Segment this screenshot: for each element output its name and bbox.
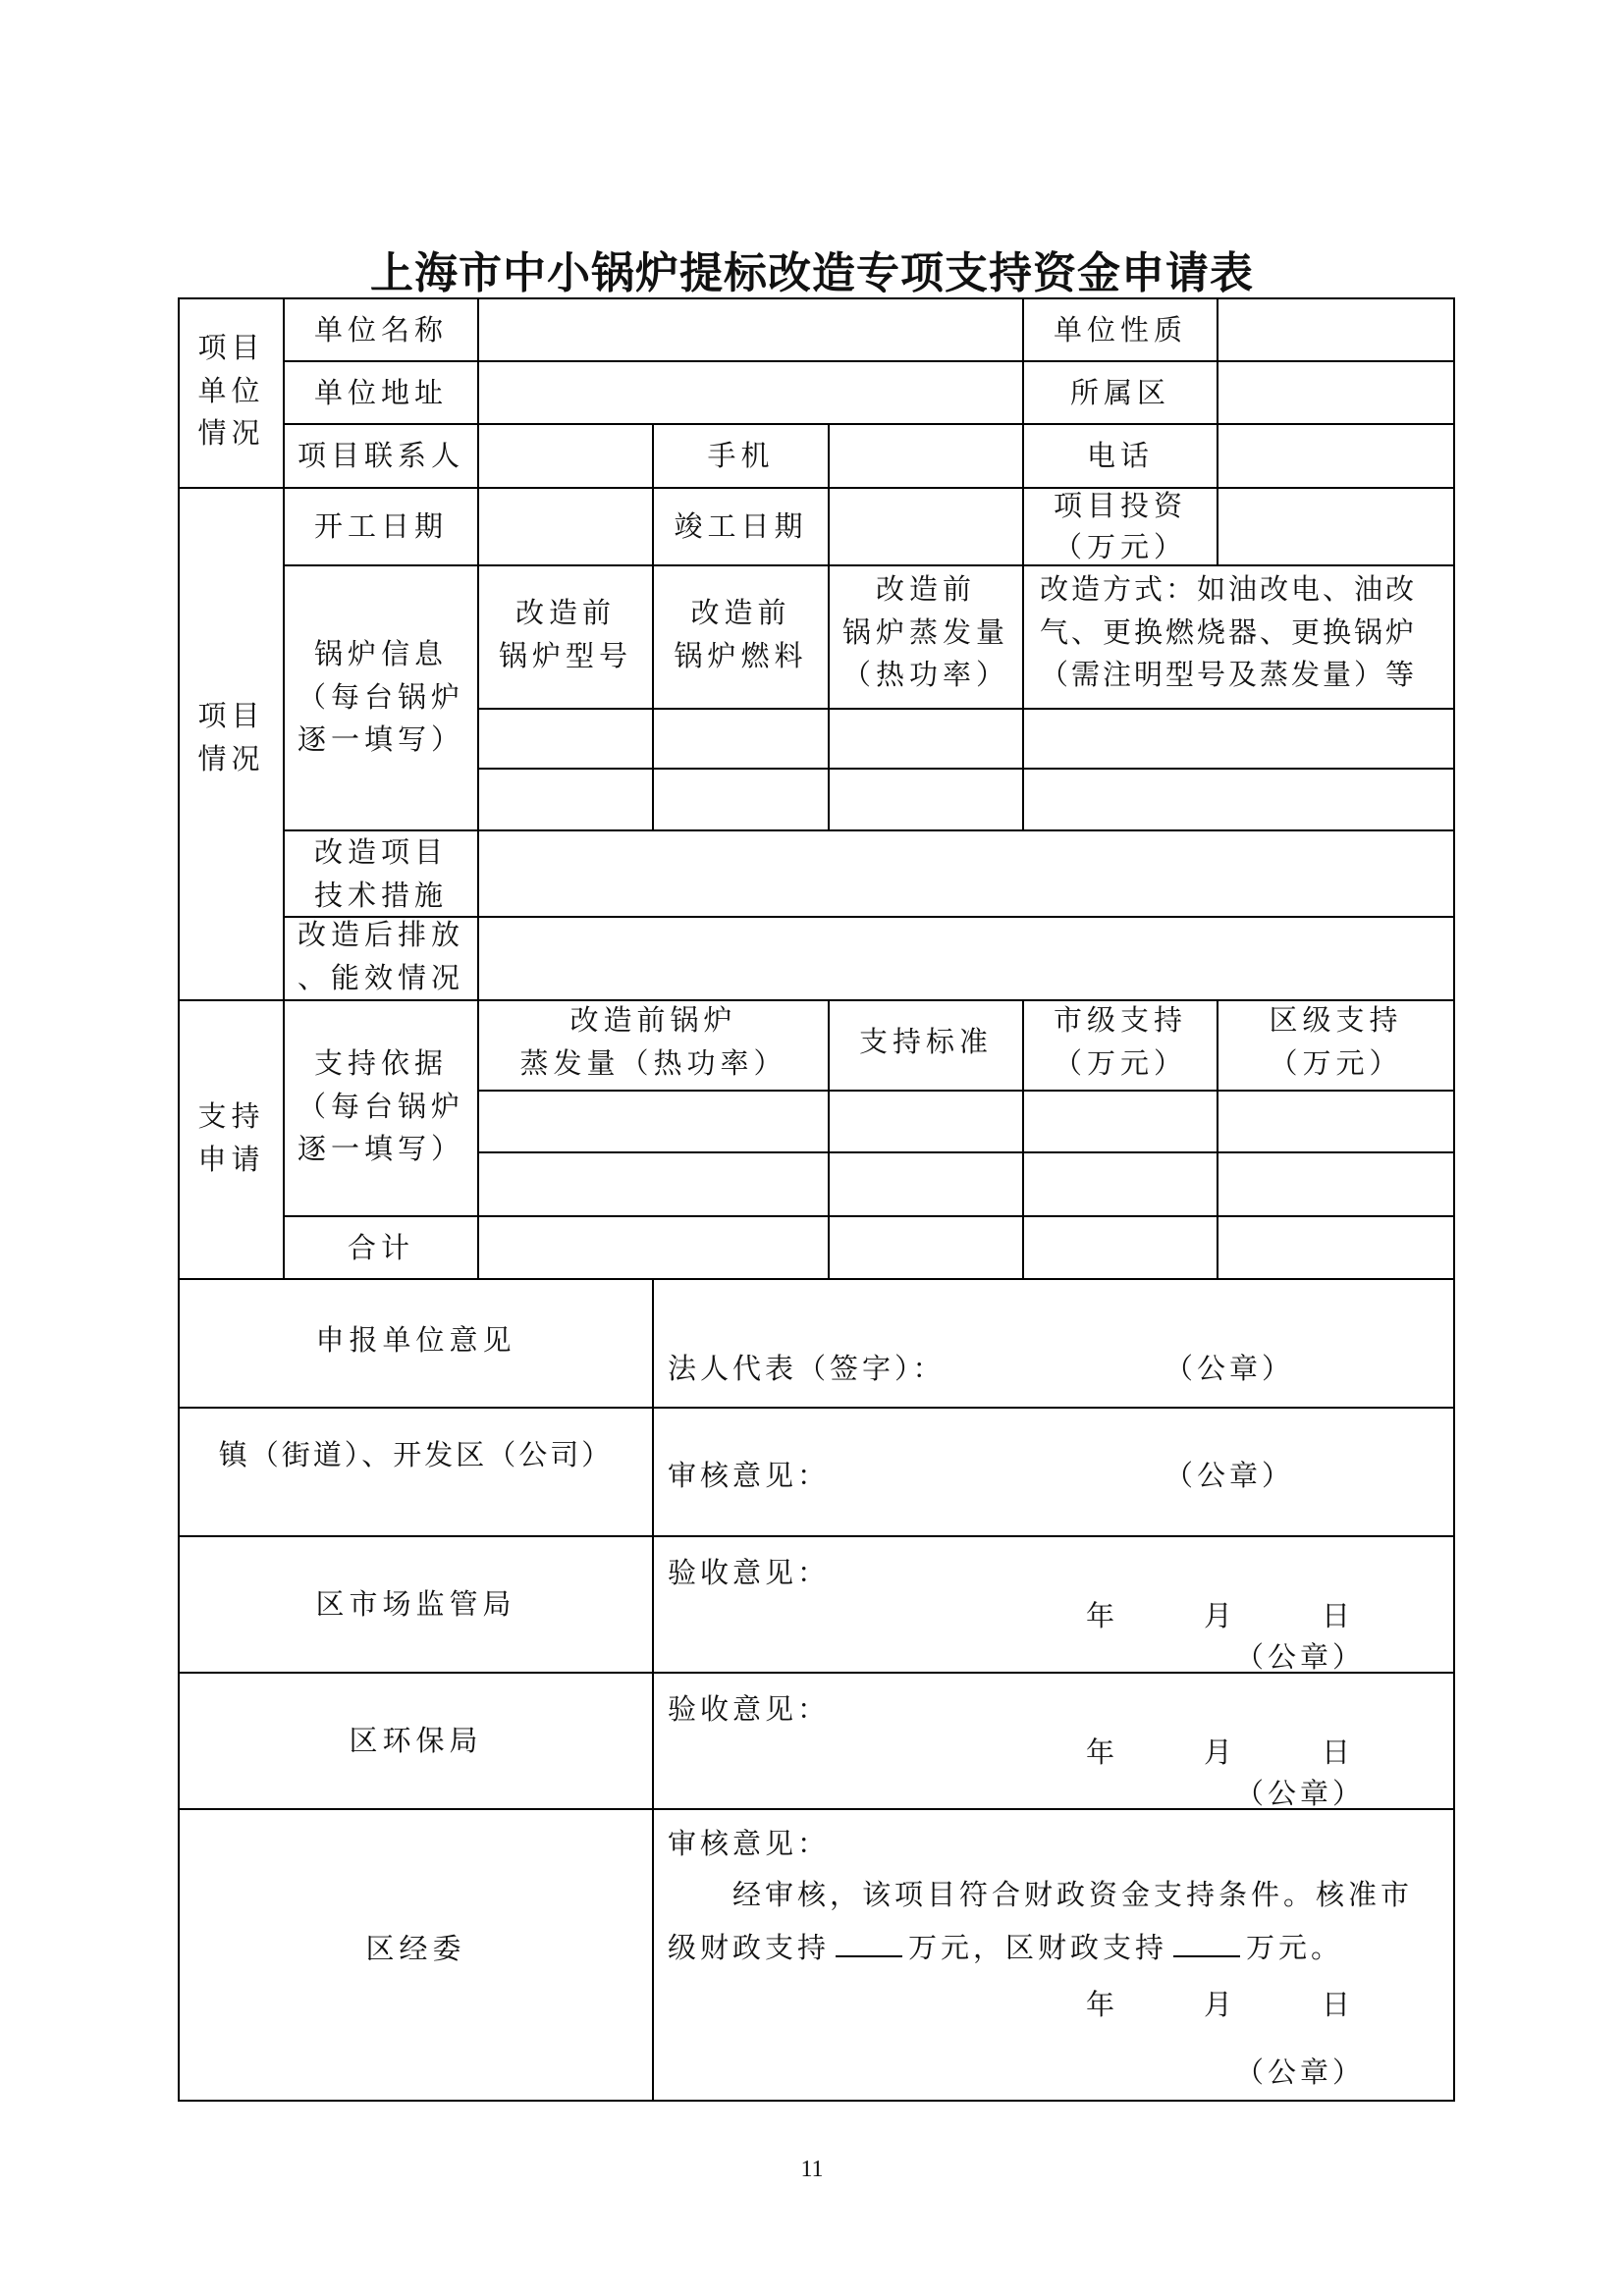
phone-field[interactable] [1217, 423, 1455, 489]
support-basis-label: 支持依据 （每台锅炉 逐一填写） [297, 1046, 464, 1165]
support-row-1-standard[interactable] [828, 1090, 1024, 1153]
unit-name-label-cell [283, 297, 479, 362]
boiler-row-2-model[interactable] [477, 768, 654, 831]
economy-year-label: 年 [1086, 1988, 1119, 2021]
boiler-row-1-fuel[interactable] [652, 708, 830, 770]
unit-name-label: 单位名称 [313, 313, 448, 347]
mobile-label-cell [652, 423, 830, 489]
market-day-label: 日 [1322, 1599, 1355, 1632]
applicant-label: 申报单位意见 [315, 1323, 516, 1357]
town-seal-label: （公章） [1164, 1459, 1295, 1492]
support-row-2-district[interactable] [1217, 1151, 1455, 1217]
town-label-cell [178, 1407, 654, 1537]
unit-address-field[interactable] [477, 360, 1024, 425]
unit-section-label-cell [178, 297, 285, 489]
project-section-label-cell [178, 487, 285, 1001]
col-method-header-cell [1022, 564, 1455, 710]
economy-label-cell [178, 1808, 654, 2102]
tech-measures-label-cell [283, 829, 479, 918]
unit-address-label-cell [283, 360, 479, 425]
boiler-row-1-steam[interactable] [828, 708, 1024, 770]
district-label-cell [1022, 360, 1218, 425]
economy-label: 区经委 [365, 1932, 466, 1965]
applicant-seal-label: （公章） [1164, 1352, 1295, 1385]
total-district-field[interactable] [1217, 1215, 1455, 1280]
boiler-row-2-fuel[interactable] [652, 768, 830, 831]
support-col-steam-header: 改造前锅炉 蒸发量（热功率） [519, 1003, 787, 1080]
tech-measures-field[interactable] [477, 829, 1455, 918]
town-opinion-label: 审核意见： [668, 1459, 831, 1492]
city-amount-blank[interactable] [836, 1928, 902, 1957]
env-label-cell [178, 1672, 654, 1810]
support-row-2-standard[interactable] [828, 1151, 1024, 1217]
unit-nature-label-cell [1022, 297, 1218, 362]
mobile-field[interactable] [828, 423, 1024, 489]
emissions-label: 改造后排放 、能效情况 [297, 918, 464, 994]
boiler-info-label-cell [283, 564, 479, 831]
support-standard-header: 支持标准 [858, 1025, 993, 1058]
economy-opinion-field[interactable] [652, 1808, 1455, 2102]
market-label-cell [178, 1535, 654, 1674]
economy-day-label: 日 [1322, 1988, 1355, 2021]
boiler-row-1-method[interactable] [1022, 708, 1455, 770]
support-basis-label-cell [283, 999, 479, 1217]
market-opinion-label: 验收意见： [668, 1556, 831, 1589]
contact-field[interactable] [477, 423, 654, 489]
col-fuel-header-cell [652, 564, 830, 710]
investment-label-cell [1022, 487, 1218, 566]
district-support-header-cell [1217, 999, 1455, 1092]
total-city-field[interactable] [1022, 1215, 1218, 1280]
env-opinion-label: 验收意见： [668, 1692, 831, 1726]
total-standard-field[interactable] [828, 1215, 1024, 1280]
env-seal-label: （公章） [1235, 1777, 1366, 1810]
applicant-opinion-field[interactable] [652, 1278, 1455, 1409]
tech-measures-label: 改造项目 技术措施 [313, 835, 448, 912]
legal-representative-signature-label: 法人代表（签字）： [668, 1352, 946, 1385]
market-label: 区市场监管局 [315, 1587, 516, 1621]
support-row-2-city[interactable] [1022, 1151, 1218, 1217]
unit-name-field[interactable] [477, 297, 1024, 362]
support-row-2-steam[interactable] [477, 1151, 830, 1217]
market-month-label: 月 [1204, 1599, 1237, 1632]
investment-field[interactable] [1217, 487, 1455, 566]
support-row-1-city[interactable] [1022, 1090, 1218, 1153]
district-amount-blank[interactable] [1173, 1928, 1240, 1957]
support-row-1-steam[interactable] [477, 1090, 830, 1153]
contact-label-cell [283, 423, 479, 489]
boiler-row-2-method[interactable] [1022, 768, 1455, 831]
total-label: 合计 [347, 1231, 414, 1264]
project-section-label: 项目 情况 [197, 699, 265, 775]
env-day-label: 日 [1322, 1735, 1355, 1769]
district-label: 所属区 [1069, 376, 1170, 409]
col-steam-header-cell [828, 564, 1024, 710]
env-year-label: 年 [1086, 1735, 1119, 1769]
start-date-field[interactable] [477, 487, 654, 566]
market-seal-label: （公章） [1235, 1640, 1366, 1674]
env-opinion-field[interactable] [652, 1672, 1455, 1810]
emissions-field[interactable] [477, 916, 1455, 1001]
boiler-info-label: 锅炉信息 （每台锅炉 逐一填写） [297, 637, 464, 756]
col-method-header: 改造方式：如油改电、油改 气、更换燃烧器、更换锅炉 （需注明型号及蒸发量）等 [1040, 572, 1418, 691]
applicant-label-cell [178, 1278, 654, 1409]
phone-label: 电话 [1086, 439, 1154, 472]
completion-date-label: 竣工日期 [674, 509, 808, 543]
market-opinion-field[interactable] [652, 1535, 1455, 1674]
economy-month-label: 月 [1204, 1988, 1237, 2021]
total-label-cell [283, 1215, 479, 1280]
support-standard-header-cell [828, 999, 1024, 1092]
contact-label: 项目联系人 [297, 439, 464, 472]
district-field[interactable] [1217, 360, 1455, 425]
total-steam-field[interactable] [477, 1215, 830, 1280]
col-model-header-cell [477, 564, 654, 710]
economy-opinion-text-1: 经审核，该项目符合财政资金支持条件。核准市 [732, 1878, 1414, 1911]
mobile-label: 手机 [707, 439, 775, 472]
support-row-1-district[interactable] [1217, 1090, 1455, 1153]
support-section-label-cell [178, 999, 285, 1280]
col-steam-header: 改造前 锅炉蒸发量 （热功率） [841, 572, 1009, 691]
start-date-label: 开工日期 [313, 509, 448, 543]
investment-label: 项目投资 （万元） [1053, 489, 1187, 564]
boiler-row-1-model[interactable] [477, 708, 654, 770]
town-label: 镇（街道）、开发区（公司） [218, 1438, 614, 1471]
page-title: 上海市中小锅炉提标改造专项支持资金申请表 [370, 248, 1254, 298]
application-form [180, 297, 1457, 2102]
unit-nature-label: 单位性质 [1053, 313, 1187, 347]
district-support-header: 区级支持 （万元） [1269, 1003, 1403, 1080]
town-opinion-field[interactable] [652, 1407, 1455, 1537]
env-month-label: 月 [1204, 1735, 1237, 1769]
city-support-header: 市级支持 （万元） [1053, 1003, 1187, 1080]
col-model-header: 改造前 锅炉型号 [498, 596, 632, 672]
city-support-header-cell [1022, 999, 1218, 1092]
boiler-row-2-steam[interactable] [828, 768, 1024, 831]
economy-opinion-text-2: 级财政支持 万元，区财政支持 万元。 [668, 1926, 1343, 1966]
economy-opinion-label: 审核意见： [668, 1827, 831, 1860]
market-year-label: 年 [1086, 1599, 1119, 1632]
page-number: 11 [800, 2157, 824, 2182]
unit-nature-field[interactable] [1217, 297, 1455, 362]
completion-date-field[interactable] [828, 487, 1024, 566]
unit-address-label: 单位地址 [313, 376, 448, 409]
emissions-label-cell [283, 916, 479, 1001]
economy-seal-label: （公章） [1235, 2056, 1366, 2089]
start-date-label-cell [283, 487, 479, 566]
completion-date-label-cell [652, 487, 830, 566]
support-section-label: 支持 申请 [197, 1099, 265, 1176]
phone-label-cell [1022, 423, 1218, 489]
support-col-steam-header-cell [477, 999, 830, 1092]
env-label: 区环保局 [349, 1724, 483, 1757]
col-fuel-header: 改造前 锅炉燃料 [674, 596, 808, 672]
unit-section-label: 项目 单位 情况 [197, 331, 265, 450]
